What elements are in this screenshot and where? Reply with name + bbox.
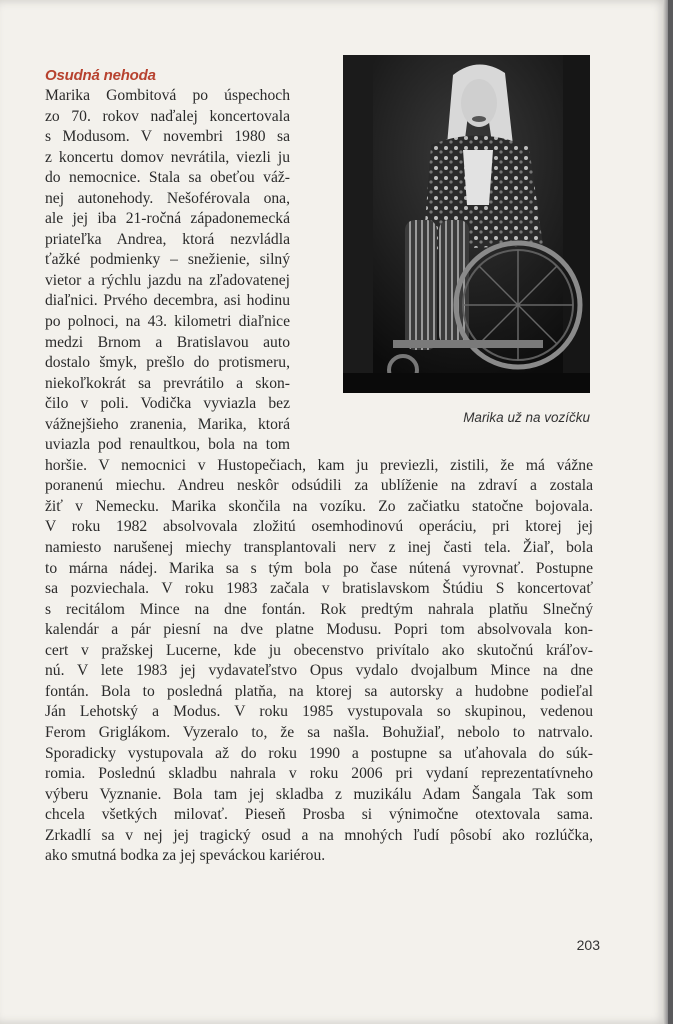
text-line: výberu Vyznanie. Bola tam jej skladba z muzikálu Adam Šangala Tak som [45,785,593,803]
text-line: vážnejšieho zranenia, Marika, ktorá [45,415,290,433]
text-line: priateľka Andrea, ktorá nezvládla [45,230,290,248]
text-line: s recitálom Mince na dne fontán. Rok predtým nahrala platňu Slnečný [45,600,593,618]
text-line: Ján Lehotský a Modus. V roku 1985 vystupovala so skupinou, vedenou [45,703,593,721]
text-line: do nemocnice. Stala sa obeťou váž- [45,169,290,187]
text-line: dostalo šmyk, prešlo do protismeru, [45,354,290,372]
text-line: žiť v Nemecku. Marika skončila na vozíku. Zo začiatku statočne bojovala. [45,497,593,515]
text-line: kalendár a pár piesní na dve platne Modusu. Popri tom absolvovala kon- [45,621,593,639]
text-line: cert v pražskej Lucerne, kde ju obecenstvo privítalo ako skutočnú kráľov- [45,641,593,659]
text-line: Marika Gombitová po úspechoch [45,87,290,104]
text-line: uviazla pod renaultkou, bola na tom [45,436,290,454]
text-line: poranenú miechu. Andreu neskôr odsúdili za ublíženie na zdraví a zostala [45,477,593,495]
article-title: Osudná nehoda [45,67,156,84]
text-line: horšie. V nemocnici v Hustopečiach, kam ju previezli, zistili, že má vážne [45,456,593,474]
text-line: zo 70. rokov naďalej koncertovala [45,107,290,125]
text-line: vietor a rýchlu jazdu na zľadovatenej [45,271,290,289]
text-line: chcela všetkých milovať. Pieseň Prosba si výnimočne otextovala sama. [45,806,593,824]
article-text [45,66,593,867]
text-line: V roku 1982 absolvovala zložitú osemhodinovú operáciu, pri ktorej jej [45,518,593,536]
text-line: Ferom Griglákom. Vyzeralo to, že sa našla. Bohužiaľ, nebolo to natrvalo. [45,723,593,741]
text-line: z koncertu domov nevrátila, viezli ju [45,148,290,166]
full-width-column [45,456,593,867]
text-line: fontán. Bola to posledná platňa, na ktorej sa autorsky a hudobne podieľal [45,682,593,700]
text-line: nú. V lete 1983 jej vydavateľstvo Opus vydalo dvojalbum Mince na dne [45,662,593,680]
text-line: ale jej iba 21-ročná západonemecká [45,210,290,228]
text-line: Sporadicky vystupovala až do roku 1990 a postupne sa uťahovala do súk- [45,744,593,762]
text-line: medzi Brnom a Bratislavou auto [45,333,290,351]
text-line: romia. Poslednú skladbu nahrala v roku 2006 pri vydaní reprezentatívneho [45,765,593,783]
page-number: 203 [576,937,600,953]
text-line: niekoľkokrát sa prevrátilo a skon- [45,374,290,392]
text-line: po polnoci, na 43. kilometri diaľnice [45,313,290,331]
text-line: Zrkadlí sa v nej jej tragický osud a na mnohých ľudí pôsobí ako rozlúčka, [45,826,593,844]
narrow-column [45,86,593,456]
text-line: diaľnici. Prvého decembra, asi hodinu [45,292,290,310]
text-line: to márna nádej. Marika sa s tým bola po čase nútená vyrovnať. Postupne [45,559,593,577]
photo-caption: Marika už na vozíčku [463,410,590,425]
text-line: s Modusom. V novembri 1980 sa [45,128,290,146]
text-line: ako smutná bodka za jej speváckou kariérou. [45,847,326,865]
page-edge [663,0,668,1024]
text-line: ťažké podmienky – snežienie, silný [45,251,290,269]
text-line: nej autonehody. Nešoférovala ona, [45,189,290,207]
text-line: namiesto narušenej miechy transplantovali nerv z inej časti tela. Žiaľ, bola [45,539,593,557]
text-line: sa pozviechala. V roku 1983 začala v bratislavskom Štúdiu S koncertovať [45,580,593,598]
text-line: čilo v poli. Vodička vyviazla bez [45,395,290,413]
